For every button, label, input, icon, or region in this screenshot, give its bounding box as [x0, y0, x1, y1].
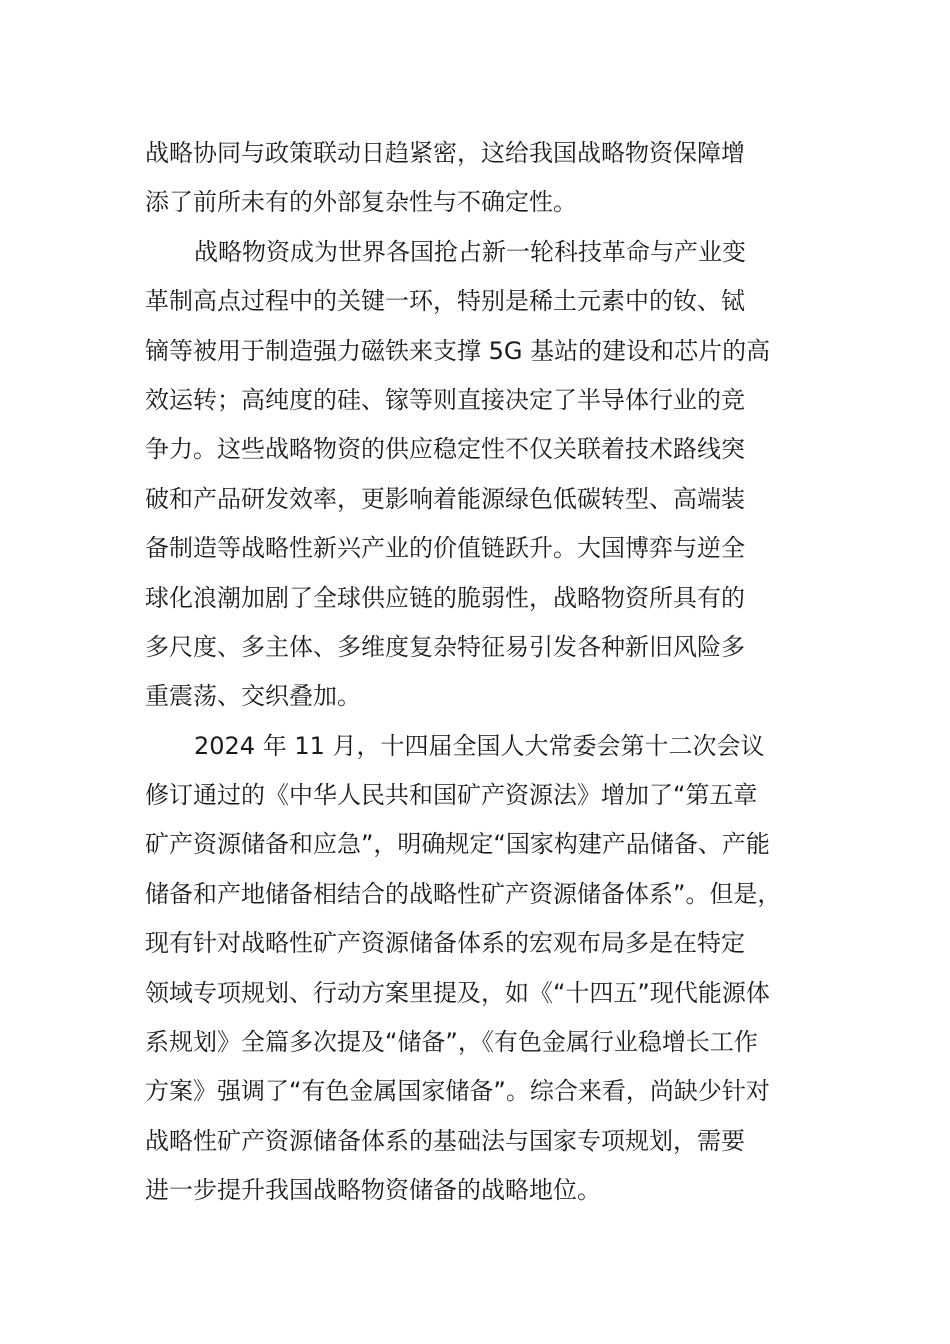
text-line: 多尺度、多主体、多维度复杂特征易引发各种新旧风险多: [145, 632, 745, 661]
text-line: 争力。这些战略物资的供应稳定性不仅关联着技术路线突: [145, 435, 745, 464]
text-line: 添了前所未有的外部复杂性与不确定性。: [145, 188, 577, 217]
text-line: 战略性矿产资源储备体系的基础法与国家专项规划，需要: [145, 1126, 745, 1155]
paragraph-1: [145, 129, 810, 228]
text-line: 效运转；高纯度的硅、镓等则直接决定了半导体行业的竞: [145, 385, 745, 414]
text-line: 系规划》全篇多次提及“储备”，《有色金属行业稳增长工作: [145, 1028, 758, 1057]
text-line: 修订通过的《中华人民共和国矿产资源法》增加了“第五章: [145, 781, 758, 810]
text-line: 战略物资成为世界各国抢占新一轮科技革命与产业变: [194, 237, 746, 266]
paragraph-3: [145, 722, 810, 1216]
paragraph-2: [145, 228, 810, 722]
text-line: 2024 年 11 月，十四届全国人大常委会第十二次会议: [194, 731, 765, 760]
text-line: 备制造等战略性新兴产业的价值链跃升。大国博弈与逆全: [145, 534, 745, 563]
text-line: 矿产资源储备和应急”，明确规定“国家构建产品储备、产能: [145, 830, 770, 859]
text-line: 革制高点过程中的关键一环，特别是稀土元素中的钕、铽: [145, 287, 745, 316]
text-line: 储备和产地储备相结合的战略性矿产资源储备体系”。但是，: [145, 879, 782, 908]
document-body: [145, 129, 810, 1216]
text-line: 镝等被用于制造强力磁铁来支撑 5G 基站的建设和芯片的高: [145, 336, 771, 365]
text-line: 方案》强调了“有色金属国家储备”。综合来看，尚缺少针对: [145, 1077, 770, 1106]
text-line: 战略协同与政策联动日趋紧密，这给我国战略物资保障增: [145, 139, 745, 167]
text-line: 现有针对战略性矿产资源储备体系的宏观布局多是在特定: [145, 929, 745, 958]
text-line: 领域专项规划、行动方案里提及，如《“十四五”现代能源体: [145, 978, 770, 1007]
text-line: 进一步提升我国战略物资储备的战略地位。: [145, 1176, 601, 1205]
text-line: 重震荡、交织叠加。: [145, 682, 361, 711]
text-line: 破和产品研发效率，更影响着能源绿色低碳转型、高端装: [145, 484, 745, 513]
text-line: 球化浪潮加剧了全球供应链的脆弱性，战略物资所具有的: [145, 583, 745, 612]
